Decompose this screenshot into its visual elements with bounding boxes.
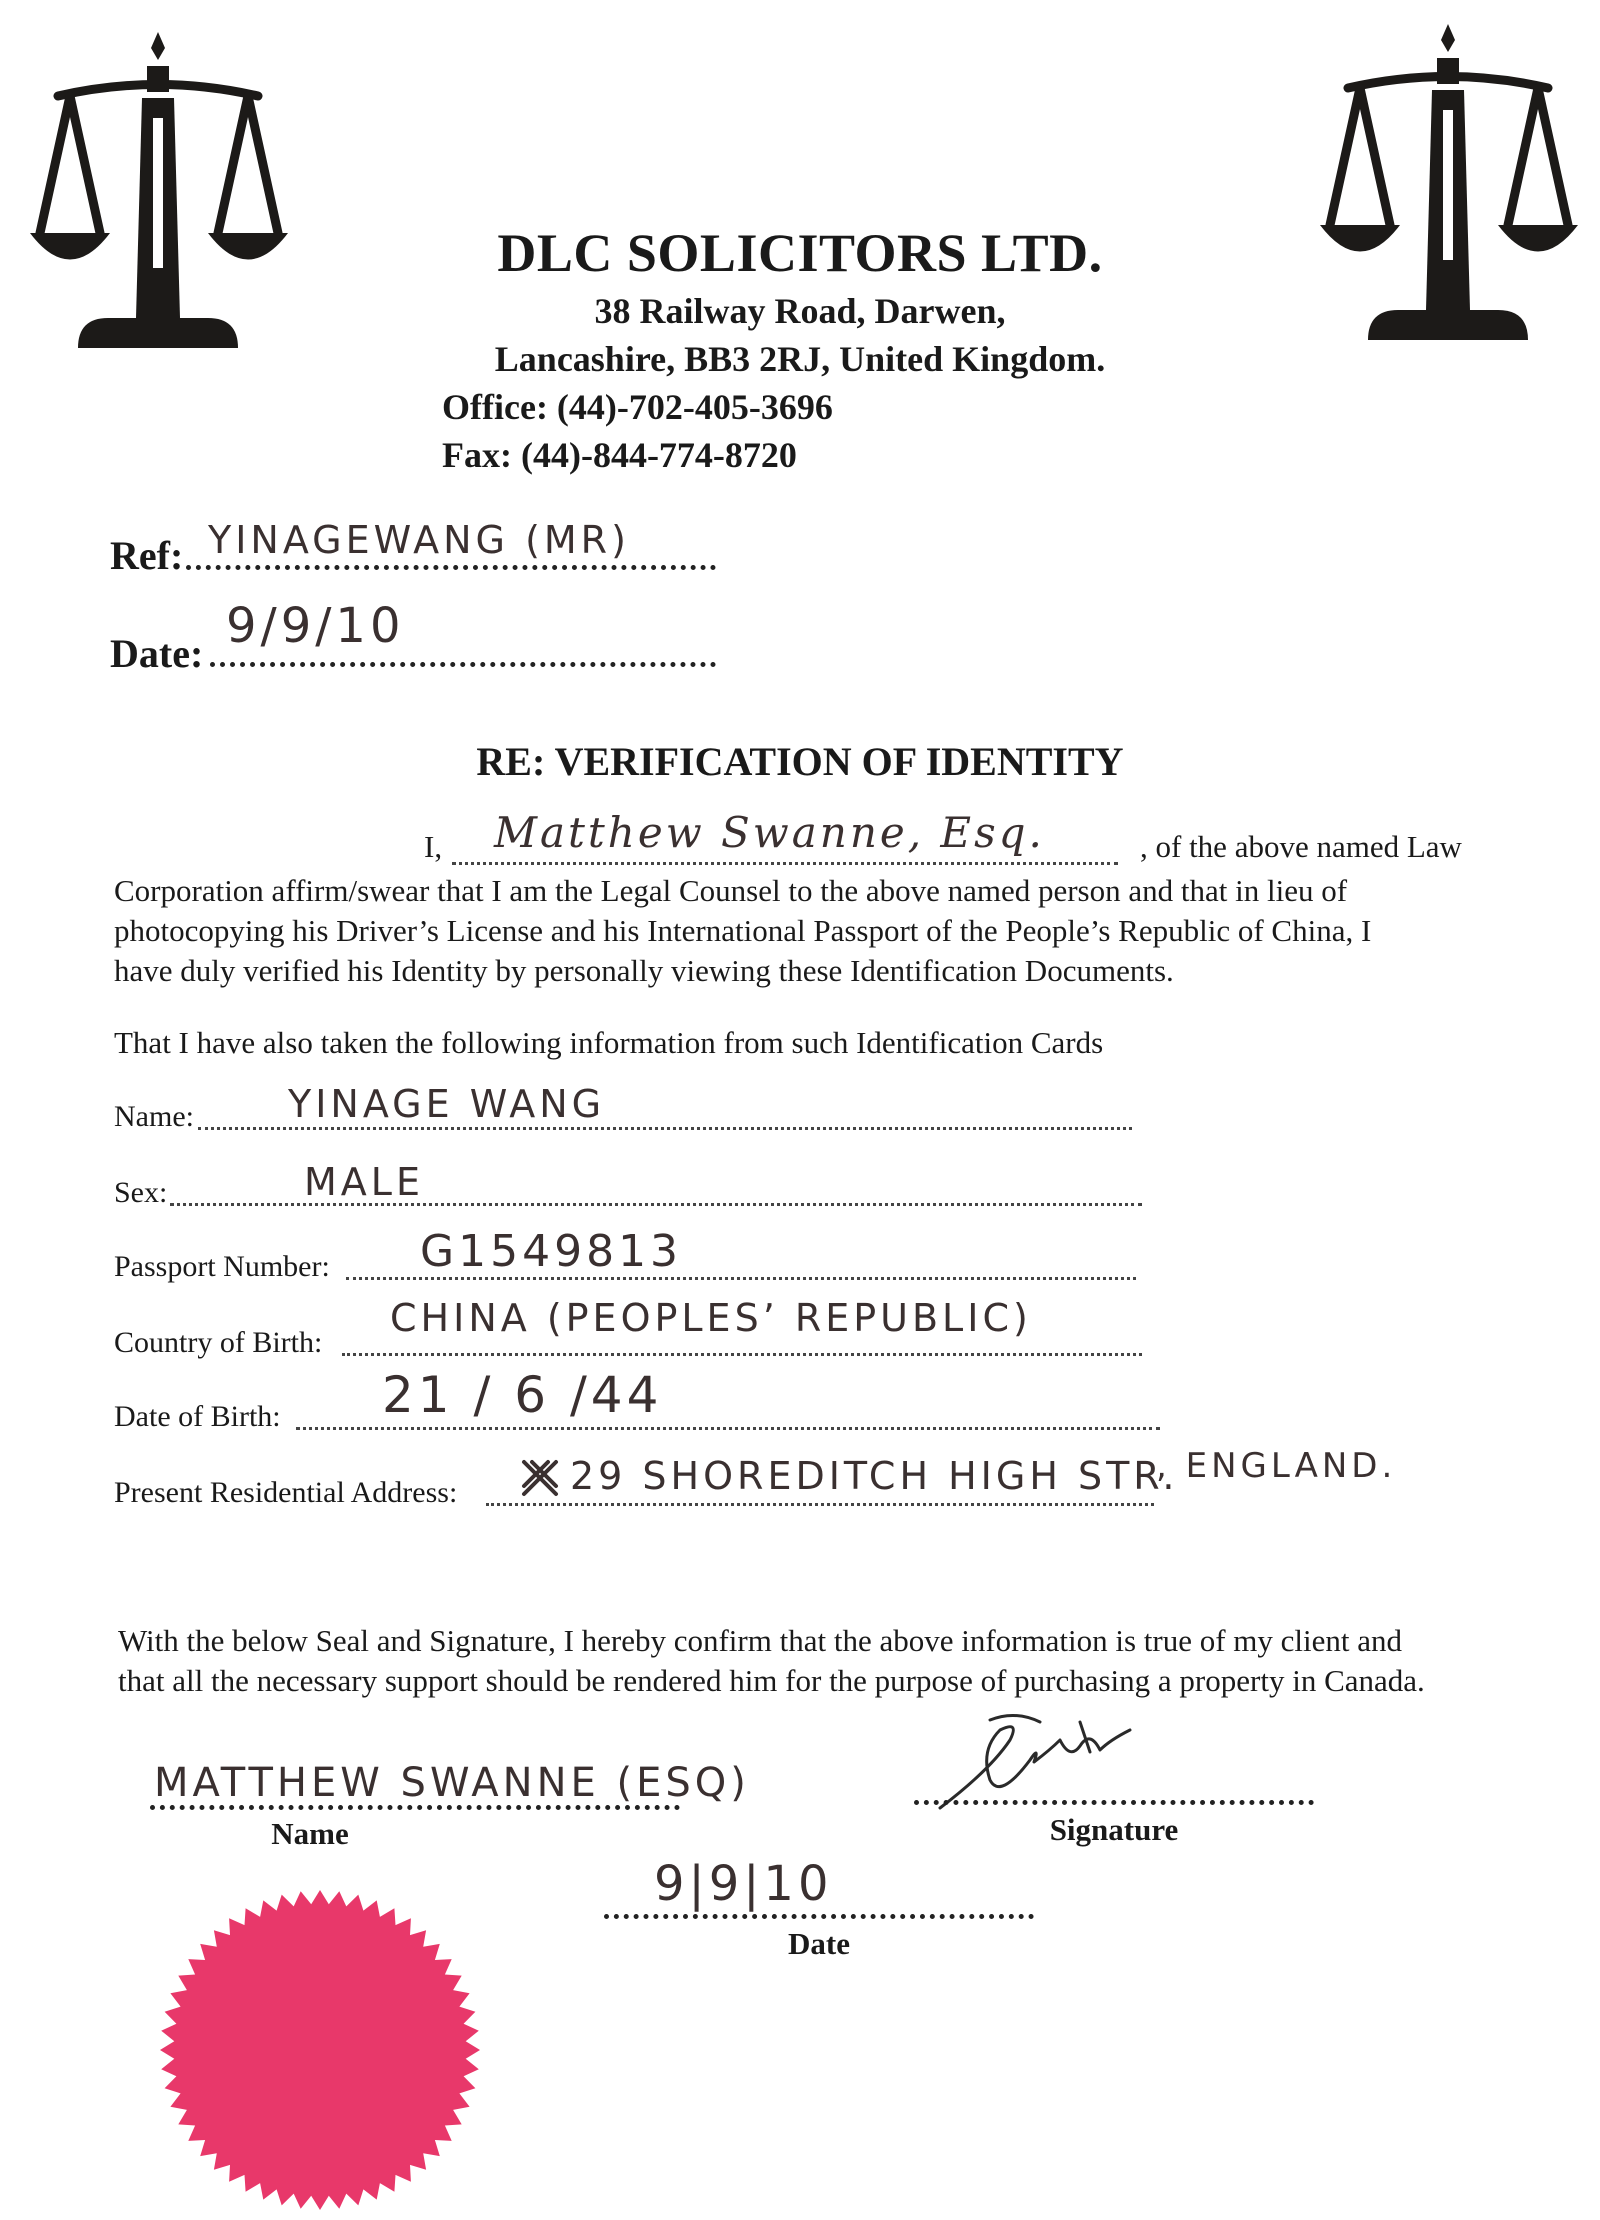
affirmation-line-4: have duly verified his Identity by personally viewing these Identification Documents. <box>114 953 1174 988</box>
name-dotted-line <box>198 1127 1132 1130</box>
signoff-date-value: 9|9|10 <box>654 1856 833 1912</box>
country-dotted-line <box>342 1353 1142 1356</box>
signature-line <box>914 1800 1314 1805</box>
confirmation-line-1: With the below Seal and Signature, I hereby confirm that the above information is true of my client and <box>118 1623 1403 1658</box>
address-line-2: Lancashire, BB3 2RJ, United Kingdom. <box>494 339 1106 379</box>
affirmation-line-3: photocopying his Driver’s License and his International Passport of the People’s Republic of China, I <box>114 913 1372 948</box>
confirmation-line-2: that all the necessary support should be rendered him for the purpose of purchasing a property in Canada. <box>118 1663 1425 1698</box>
name-value: YINAGE WANG <box>288 1082 606 1126</box>
sex-value: MALE <box>304 1160 424 1204</box>
address-label: Present Residential Address: <box>114 1476 458 1509</box>
signoff-date-line <box>604 1914 1034 1919</box>
passport-dotted-line <box>346 1277 1136 1280</box>
ref-dotted-line <box>186 565 716 570</box>
affirmation-suffix: , of the above named Law <box>1140 829 1462 864</box>
info-intro: That I have also taken the following information from such Identification Cards <box>114 1025 1104 1060</box>
date-label: Date: <box>110 631 204 676</box>
dob-dotted-line <box>296 1427 1160 1430</box>
address-value: 29 SHOREDITCH HIGH STR. <box>570 1454 1179 1498</box>
country-label: Country of Birth: <box>114 1326 323 1359</box>
address-country: , ENGLAND. <box>1156 1446 1397 1486</box>
letter-heading: RE: VERIFICATION OF IDENTITY <box>476 739 1124 784</box>
signoff-name-line <box>150 1805 680 1810</box>
counsel-dotted-line <box>452 862 1118 865</box>
affirmation-intro: I, <box>424 829 443 864</box>
date-value: 9/9/10 <box>226 598 405 654</box>
affirmation-line-2: Corporation affirm/swear that I am the Legal Counsel to the above named person and that in lieu of <box>114 873 1348 908</box>
passport-label: Passport Number: <box>114 1250 330 1283</box>
address-line-1: 38 Railway Road, Darwen, <box>594 291 1006 331</box>
name-caption: Name <box>271 1816 349 1851</box>
date-caption: Date <box>788 1926 850 1961</box>
country-value: CHINA (PEOPLES’ REPUBLIC) <box>390 1296 1032 1340</box>
passport-value: G1549813 <box>420 1226 683 1277</box>
fax-number: Fax: (44)-844-774-8720 <box>442 435 797 475</box>
office-phone: Office: (44)-702-405-3696 <box>442 387 833 427</box>
name-label: Name: <box>114 1100 194 1133</box>
red-seal <box>150 1880 490 2220</box>
signature-caption: Signature <box>1049 1812 1179 1847</box>
seal-shape <box>160 1890 480 2210</box>
counsel-name: Matthew Swanne, Esq. <box>494 808 1045 857</box>
ref-label: Ref: <box>110 533 184 578</box>
date-dotted-line <box>210 662 716 667</box>
dob-value: 21 / 6 /44 <box>382 1366 663 1424</box>
firm-name: DLC SOLICITORS LTD. <box>497 223 1103 283</box>
address-dotted-line <box>486 1503 1154 1506</box>
sex-label: Sex: <box>114 1176 168 1209</box>
strikethrough-mark <box>520 1458 560 1498</box>
signoff-name-value: MATTHEW SWANNE (ESQ) <box>154 1760 750 1806</box>
dob-label: Date of Birth: <box>114 1400 281 1433</box>
ref-value: YINAGEWANG (MR) <box>208 518 630 562</box>
